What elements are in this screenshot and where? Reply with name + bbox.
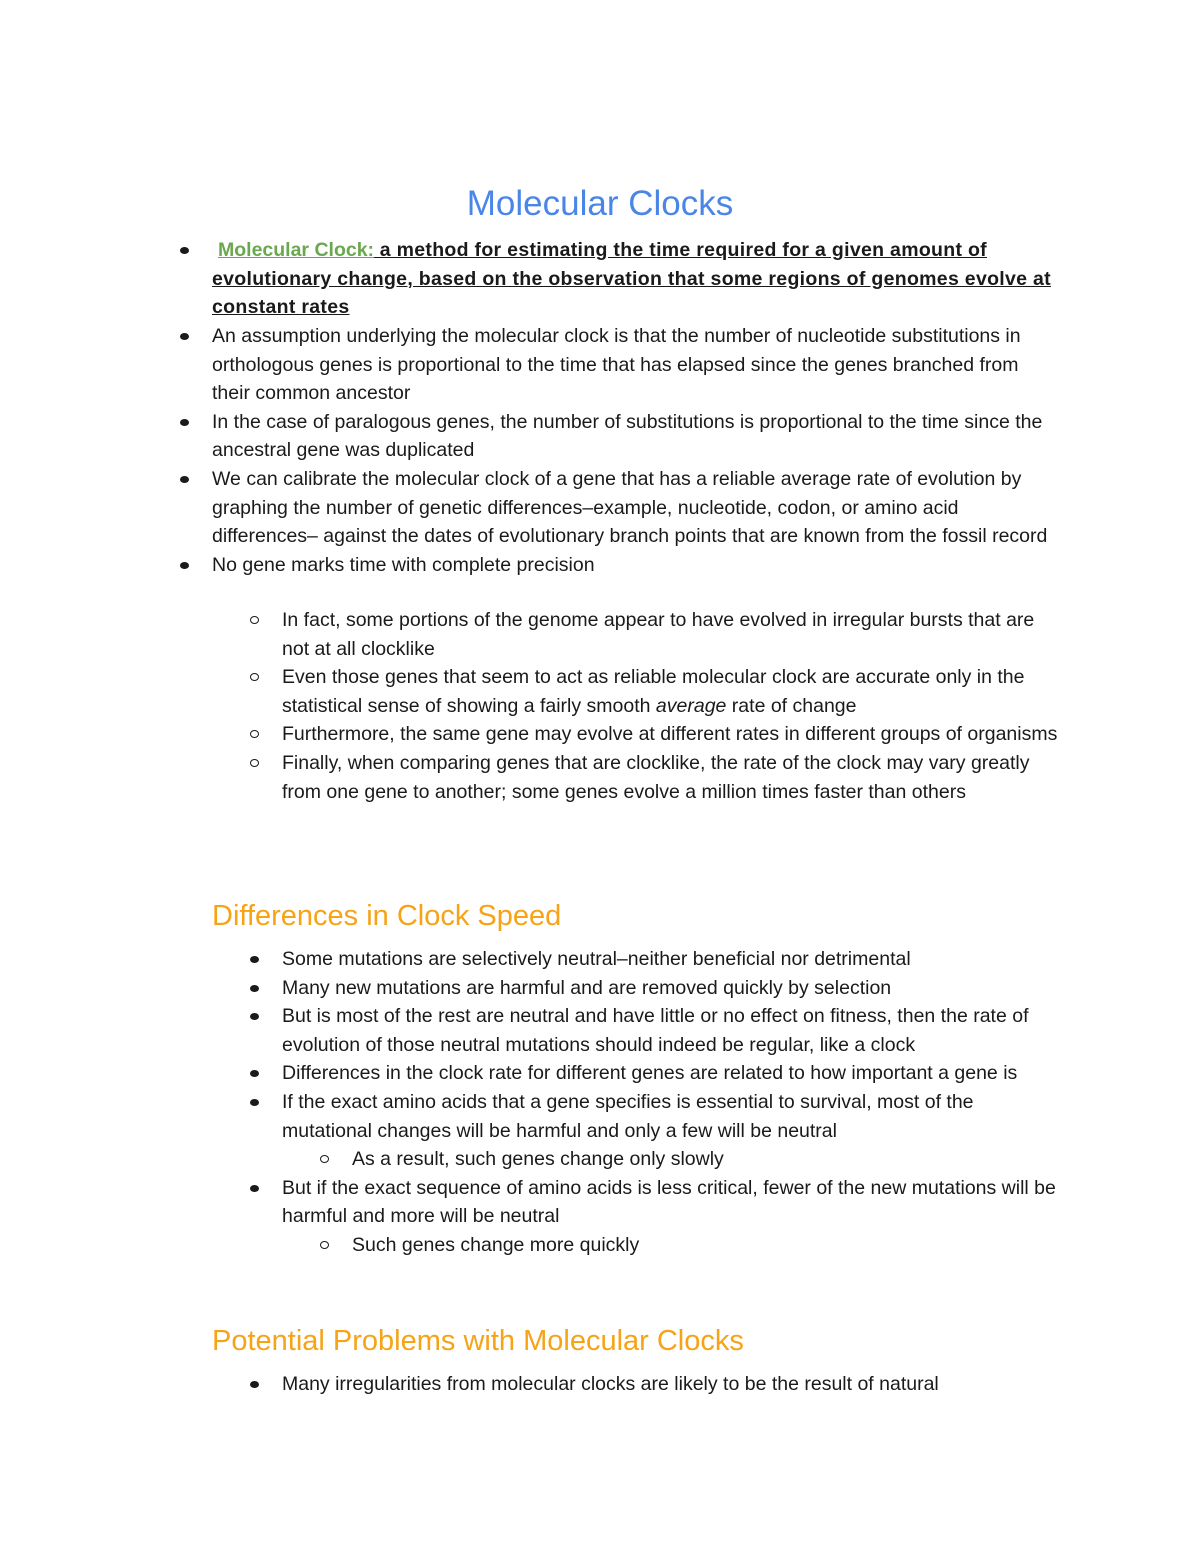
list-item bbox=[250, 1370, 1060, 1399]
emphasis-word: average bbox=[655, 694, 727, 717]
bullet-icon bbox=[250, 1381, 259, 1388]
sub-list-item bbox=[250, 1145, 1060, 1174]
list-item bbox=[250, 945, 1060, 974]
ring-bullet-icon bbox=[250, 759, 259, 767]
list-item bbox=[180, 408, 1060, 465]
bullet-icon bbox=[250, 1070, 259, 1077]
list-item-text: But is most of the rest are neutral and have little or no effect on fitness, then the rate of evolution of those neutral mutations should indeed be regular, like a clock bbox=[282, 1005, 1029, 1056]
bullet-icon bbox=[250, 985, 259, 992]
sub-list-item-text: As a result, such genes change only slowly bbox=[352, 1148, 724, 1171]
list-item-text: Many irregularities from molecular clocks are likely to be the result of natural bbox=[282, 1373, 939, 1395]
sub-list-item-text: In fact, some portions of the genome appear to have evolved in irregular bursts that are not at all clocklike bbox=[282, 609, 1035, 660]
ring-bullet-icon bbox=[250, 730, 259, 738]
definition-text: a method for estimating the time required for a given amount of evolutionary change, based on the observation that some regions of genomes evolve at constant rates bbox=[212, 239, 1051, 319]
ring-bullet-icon bbox=[250, 673, 259, 681]
sub-list-item-text-before: Even those genes that seem to act as reliable molecular clock are accurate only in the statistical sense of showing a fairly smooth bbox=[282, 666, 1025, 717]
ring-bullet-icon bbox=[320, 1155, 329, 1163]
clock-speed-list bbox=[250, 945, 1060, 1260]
sub-list-item bbox=[250, 606, 1060, 663]
page-title: Molecular Clocks bbox=[466, 184, 734, 223]
bullet-icon bbox=[180, 247, 189, 254]
list-item bbox=[180, 465, 1060, 551]
bullet-icon bbox=[180, 419, 189, 426]
sub-list-item bbox=[250, 749, 1060, 806]
potential-problems-list bbox=[250, 1370, 1060, 1399]
sub-list-item-text-after: rate of change bbox=[726, 694, 857, 717]
ring-bullet-icon bbox=[250, 616, 259, 624]
intro-sub-list bbox=[250, 606, 1060, 806]
sub-list-item-text: Furthermore, the same gene may evolve at different rates in different groups of organisms bbox=[282, 723, 1058, 746]
section-heading-clock-speed: Differences in Clock Speed bbox=[212, 900, 562, 932]
list-item-text: An assumption underlying the molecular clock is that the number of nucleotide substitutions in orthologous genes is proportional to the time that has elapsed since the genes branched from their common ancestor bbox=[212, 325, 1021, 405]
list-item bbox=[250, 974, 1060, 1003]
section-heading-potential-problems: Potential Problems with Molecular Clocks bbox=[212, 1325, 744, 1357]
sub-list-item-text: Such genes change more quickly bbox=[352, 1233, 640, 1256]
list-item-text: If the exact amino acids that a gene specifies is essential to survival, most of the mutational changes will be harmful and only a few will be neutral bbox=[282, 1090, 974, 1142]
ring-bullet-icon bbox=[320, 1241, 329, 1249]
list-item bbox=[250, 1059, 1060, 1088]
list-item-text: Differences in the clock rate for different genes are related to how important a gene is bbox=[282, 1062, 1018, 1085]
definition-term: Molecular Clock: bbox=[218, 239, 375, 261]
list-item bbox=[250, 1002, 1060, 1059]
list-item-definition bbox=[180, 236, 1060, 322]
list-item bbox=[180, 322, 1060, 408]
bullet-icon bbox=[250, 1099, 259, 1106]
sub-list-item bbox=[250, 663, 1060, 720]
list-item bbox=[180, 551, 1060, 580]
list-item bbox=[250, 1174, 1060, 1231]
list-item-text: But if the exact sequence of amino acids is less critical, fewer of the new mutations will be harmful and more will be neutral bbox=[282, 1176, 1056, 1228]
sub-list-item bbox=[250, 1231, 1060, 1260]
list-item-text: Some mutations are selectively neutral–neither beneficial nor detrimental bbox=[282, 948, 911, 970]
bullet-icon bbox=[180, 562, 189, 569]
bullet-icon bbox=[250, 956, 259, 963]
list-item-text: In the case of paralogous genes, the number of substitutions is proportional to the time since the ancestral gene was duplicated bbox=[212, 410, 1043, 462]
list-item-text: Many new mutations are harmful and are removed quickly by selection bbox=[282, 976, 892, 999]
sub-list-item bbox=[250, 720, 1060, 749]
bullet-icon bbox=[180, 333, 189, 340]
list-item bbox=[250, 1088, 1060, 1145]
bullet-icon bbox=[180, 476, 189, 483]
list-item-text: No gene marks time with complete precision bbox=[212, 553, 595, 576]
intro-list bbox=[180, 236, 1060, 579]
list-item-text: We can calibrate the molecular clock of a gene that has a reliable average rate of evolution by graphing the number of genetic differences–example, nucleotide, codon, or amino acid differences– against the dates of evolutionary branch points that are known from the fossil record bbox=[212, 467, 1048, 548]
sub-list-item-text: Finally, when comparing genes that are clocklike, the rate of the clock may vary greatly from one gene to another; some genes evolve a million times faster than others bbox=[282, 751, 1030, 803]
bullet-icon bbox=[250, 1185, 259, 1192]
bullet-icon bbox=[250, 1013, 259, 1020]
